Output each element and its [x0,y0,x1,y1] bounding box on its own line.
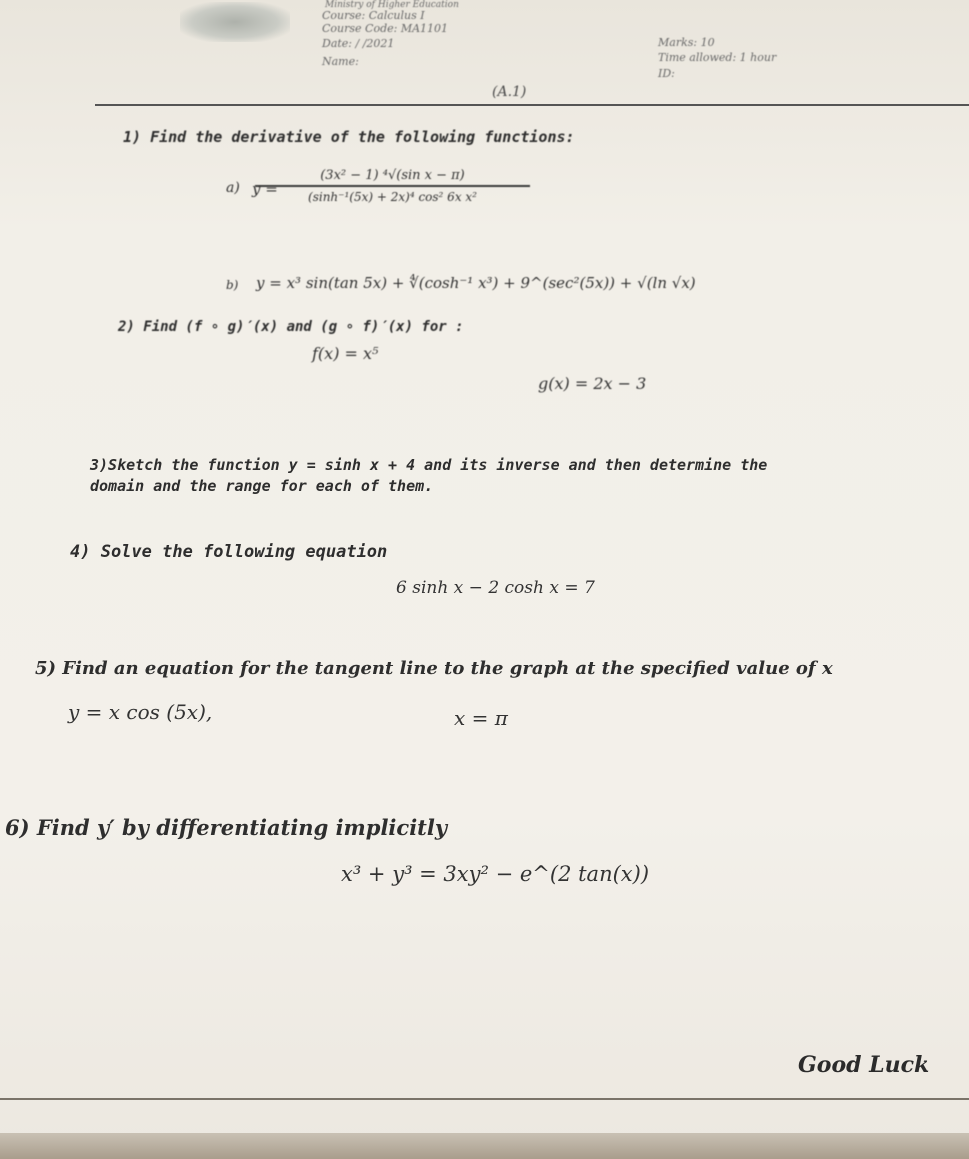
q6-equation: x³ + y³ = 3xy² − e^(2 tan(x)) [341,862,650,886]
q2-g-definition: g(x) = 2x − 3 [538,374,647,393]
q1a-numerator: (3x² − 1) ⁴√(sin x − π) [320,168,465,183]
header-top-center: Ministry of Higher Education [325,0,459,10]
header-marks: Marks: 10 [658,36,715,49]
bottom-divider [0,1098,969,1100]
question-3-text [90,455,767,497]
header-divider [95,104,969,106]
question-4-text: 4) Solve the following equation [70,542,388,562]
question-5-text: 5) Find an equation for the tangent line to the graph at the specified value of x [35,658,833,679]
page-id: (A.1) [492,84,527,100]
university-logo [180,2,290,42]
q1a-fraction [255,168,530,204]
q1b-label: b) [226,278,239,292]
q1a-denominator: (sinh⁻¹(5x) + 2x)⁴ cos² 6x x² [308,190,477,204]
q5-value: x = π [454,706,508,730]
header-course: Course: Calculus I [322,9,425,22]
q4-equation: 6 sinh x − 2 cosh x = 7 [396,578,595,598]
header-name: Name: [322,55,359,68]
q1b-expression: y = x³ sin(tan 5x) + ∜(cosh⁻¹ x³) + 9^(sec²(5x)) + √(ln √x) [256,274,696,292]
q2-f-definition: f(x) = x⁵ [312,344,379,363]
question-6-text: 6) Find y′ by differentiating implicitly [5,815,448,840]
header-course-code: Course Code: MA1101 [322,22,449,35]
q1a-label: a) [226,180,240,196]
header-id: ID: [658,67,675,80]
good-luck-text: Good Luck [798,1052,930,1078]
q1a-lhs-text: y = [252,180,278,198]
page-bottom-edge [0,1133,969,1159]
q5-function: y = x cos (5x), [68,700,213,724]
question-3-line-1: 3)Sketch the function y = sinh x + 4 and its inverse and then determine the [90,456,768,474]
question-2-text: 2) Find (f ∘ g)′(x) and (g ∘ f)′(x) for : [118,319,464,335]
question-3-line-2: domain and the range for each of them. [90,477,434,495]
header-time: Time allowed: 1 hour [658,51,777,64]
question-1-text: 1) Find the derivative of the following functions: [123,128,575,146]
header-date: Date: / /2021 [322,37,395,50]
